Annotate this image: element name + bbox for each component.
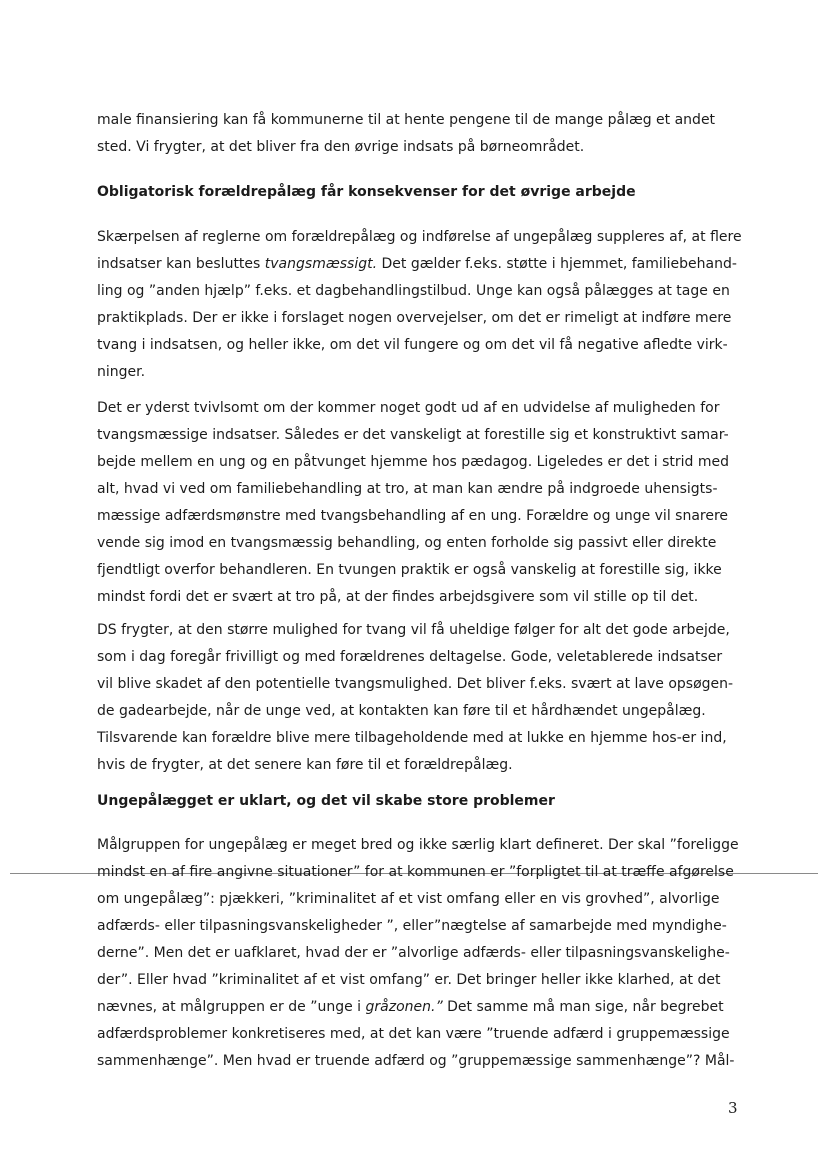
text-line: vende sig imod en tvangsmæssig behandling, og enten forholde sig passivt eller direkte [97, 535, 717, 551]
text-line: DS frygter, at den større mulighed for tvang vil få uheldige følger for alt det gode arbejde, [97, 622, 730, 638]
text-line [97, 994, 747, 1021]
text-line: om ungepålæg”: pjækkeri, ”kriminalitet af et vist omfang eller en vis grovhed”, alvorlige [97, 891, 720, 907]
italic-text: tvangsmæssigt. [264, 256, 378, 272]
text-line: alt, hvad vi ved om familiebehandling at tro, at man kan ændre på indgroede uhensigts- [97, 481, 718, 497]
text-run: indsatser kan besluttes [97, 256, 265, 272]
text-line: vil blive skadet af den potentielle tvangsmulighed. Det bliver f.eks. svært at lave opsøgen- [97, 676, 734, 692]
text-line: Målgruppen for ungepålæg er meget bred og ikke særlig klart defineret. Der skal ”foreligge [97, 837, 739, 853]
text-line: som i dag foregår frivilligt og med forældrenes deltagelse. Gode, veletablerede indsatser [97, 649, 723, 665]
text-run: Det gælder f.eks. støtte i hjemmet, familiebehand- [377, 256, 737, 272]
paragraph-3 [97, 617, 747, 779]
text-line: sammenhænge”. Men hvad er truende adfærd og ”gruppemæssige sammenhænge”? Mål- [97, 1053, 735, 1069]
text-line: Det er yderst tvivlsomt om der kommer noget godt ud af en udvidelse af muligheden for [97, 400, 720, 416]
text-line: tvang i indsatsen, og heller ikke, om det vil fungere og om det vil få negative afledte virk- [97, 337, 728, 353]
text-line: ninger. [97, 364, 146, 380]
text-line: fjendtligt overfor behandleren. En tvungen praktik er også vanskelig at forestille sig, ikke [97, 562, 722, 578]
text-run: Det samme må man sige, når begrebet [442, 999, 724, 1015]
section-heading-2: Ungepålægget er uklart, og det vil skabe store problemer [97, 793, 555, 809]
text-line: mindst fordi det er svært at tro på, at der findes arbejdsgivere som vil stille op til det. [97, 589, 699, 605]
text-line: de gadearbejde, når de unge ved, at kontakten kan føre til et hårdhændet ungepålæg. [97, 703, 706, 719]
text-line: Tilsvarende kan forældre blive mere tilbageholdende med at lukke en hjemme hos-er ind, [97, 730, 727, 746]
text-line: mindst en af fire angivne situationer” for at kommunen er ”forpligtet til at træffe afgørelse [97, 864, 734, 880]
text-line: sted. Vi frygter, at det bliver fra den øvrige indsats på børneområdet. [97, 139, 585, 155]
text-line [97, 251, 747, 278]
page-number: 3 [728, 1099, 738, 1117]
text-line: derne”. Men det er uafklaret, hvad der er ”alvorlige adfærds- eller tilpasningsvanskelighe- [97, 945, 730, 961]
intro-paragraph [97, 107, 747, 161]
text-line: tvangsmæssige indsatser. Således er det vanskeligt at forestille sig et konstruktivt samar- [97, 427, 729, 443]
text-line: hvis de frygter, at det senere kan føre til et forældrepålæg. [97, 757, 513, 773]
text-line: adfærds- eller tilpasningsvanskeligheder ”, eller”nægtelse af samarbejde med myndighe- [97, 918, 727, 934]
text-line: der”. Eller hvad ”kriminalitet af et vist omfang” er. Det bringer heller ikke klarhed, at det [97, 972, 721, 988]
text-line: ling og ”anden hjælp” f.eks. et dagbehandlingstilbud. Unge kan også pålægges at tage en [97, 283, 730, 299]
section-heading-1: Obligatorisk forældrepålæg får konsekvenser for det øvrige arbejde [97, 184, 636, 200]
text-line: male finansiering kan få kommunerne til at hente pengene til de mange pålæg et andet [97, 112, 716, 128]
text-line: praktikplads. Der er ikke i forslaget nogen overvejelser, om det er rimeligt at indføre mere [97, 310, 732, 326]
paragraph-4 [97, 832, 747, 1075]
text-line: Skærpelsen af reglerne om forældrepålæg og indførelse af ungepålæg suppleres af, at flere [97, 229, 742, 245]
italic-text: gråzonen.” [365, 999, 443, 1015]
paragraph-1 [97, 224, 747, 386]
text-run: nævnes, at målgruppen er de ”unge i [97, 999, 366, 1015]
paragraph-2 [97, 395, 747, 611]
text-line: mæssige adfærdsmønstre med tvangsbehandling af en ung. Forældre og unge vil snarere [97, 508, 729, 524]
text-line: bejde mellem en ung og en påtvunget hjemme hos pædagog. Ligeledes er det i strid med [97, 454, 730, 470]
text-line: adfærdsproblemer konkretiseres med, at det kan være ”truende adfærd i gruppemæssige [97, 1026, 730, 1042]
